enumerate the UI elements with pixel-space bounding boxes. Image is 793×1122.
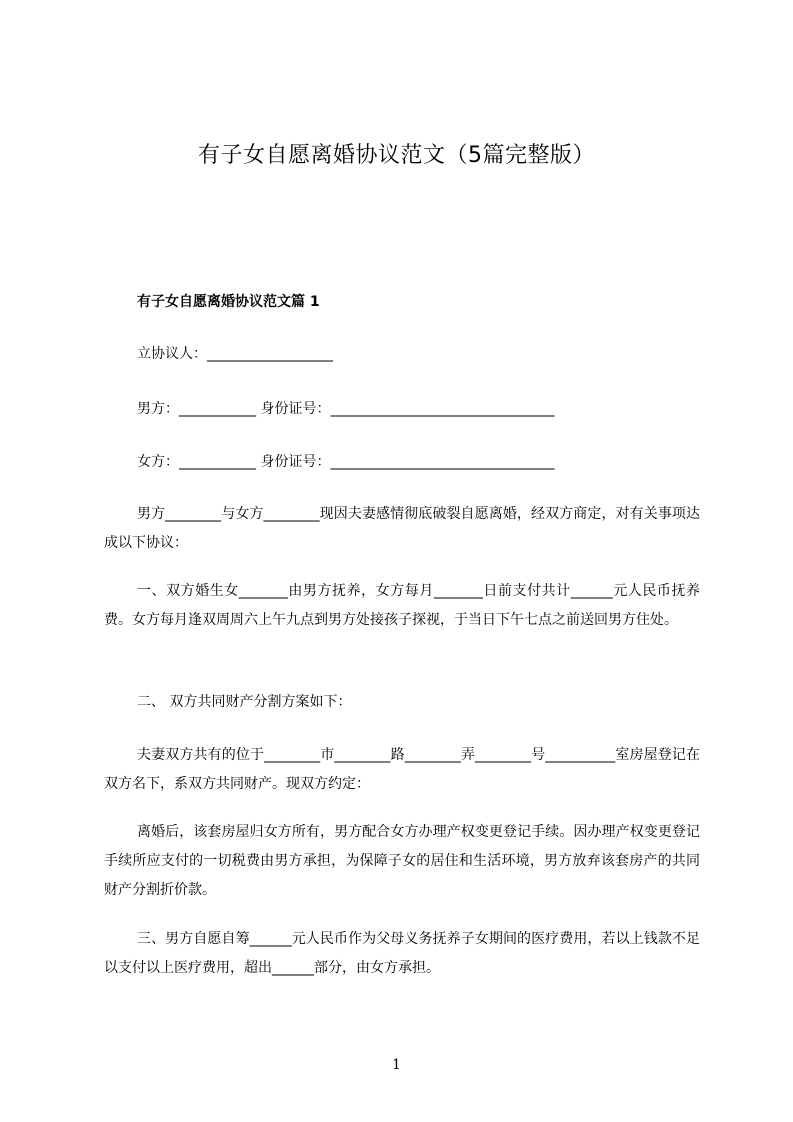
property-agreement-paragraph: 离婚后，该套房屋归女方所有，男方配合女方办理产权变更登记手续。因办理产权变更登记手续所应支付的一切税费由男方承担，为保障子女的居住和生活环境，男方放弃该套房产的共同财产分割折价款。 — [104, 824, 700, 898]
property-paragraph: 夫妻双方共有的位于________市________路________弄________号__________室房屋登记在双方名下，系双方共同财产。现双方约定： — [104, 747, 700, 792]
clause-3-paragraph: 三、男方自愿自筹______元人民币作为父母义务抚养子女期间的医疗费用，若以上钱款不足以支付以上医疗费用，超出______部分，由女方承担。 — [104, 931, 700, 976]
document-title: 有子女自愿离婚协议范文（5篇完整版） — [198, 143, 595, 168]
female-party-line: 女方：___________ 身份证号：________________________________ — [137, 454, 555, 470]
agreement-party-line: 立协议人：__________________ — [137, 346, 333, 362]
clause-1-paragraph: 一、双方婚生女_______由男方抚养，女方每月_______日前支付共计______元人民币抚养费。女方每月逢双周周六上午九点到男方处接孩子探视，于当日下午七点之前送回男方住处。 — [104, 583, 700, 628]
section-heading: 有子女自愿离婚协议范文篇 1 — [137, 294, 320, 310]
clause-2-heading: 二、 双方共同财产分割方案如下： — [137, 694, 352, 710]
male-party-line: 男方：___________ 身份证号：________________________________ — [137, 401, 555, 417]
intro-paragraph: 男方________与女方________现因夫妻感情彻底破裂自愿离婚，经双方商定，对有关事项达成以下协议： — [104, 506, 700, 551]
page-number: 1 — [392, 1057, 401, 1073]
